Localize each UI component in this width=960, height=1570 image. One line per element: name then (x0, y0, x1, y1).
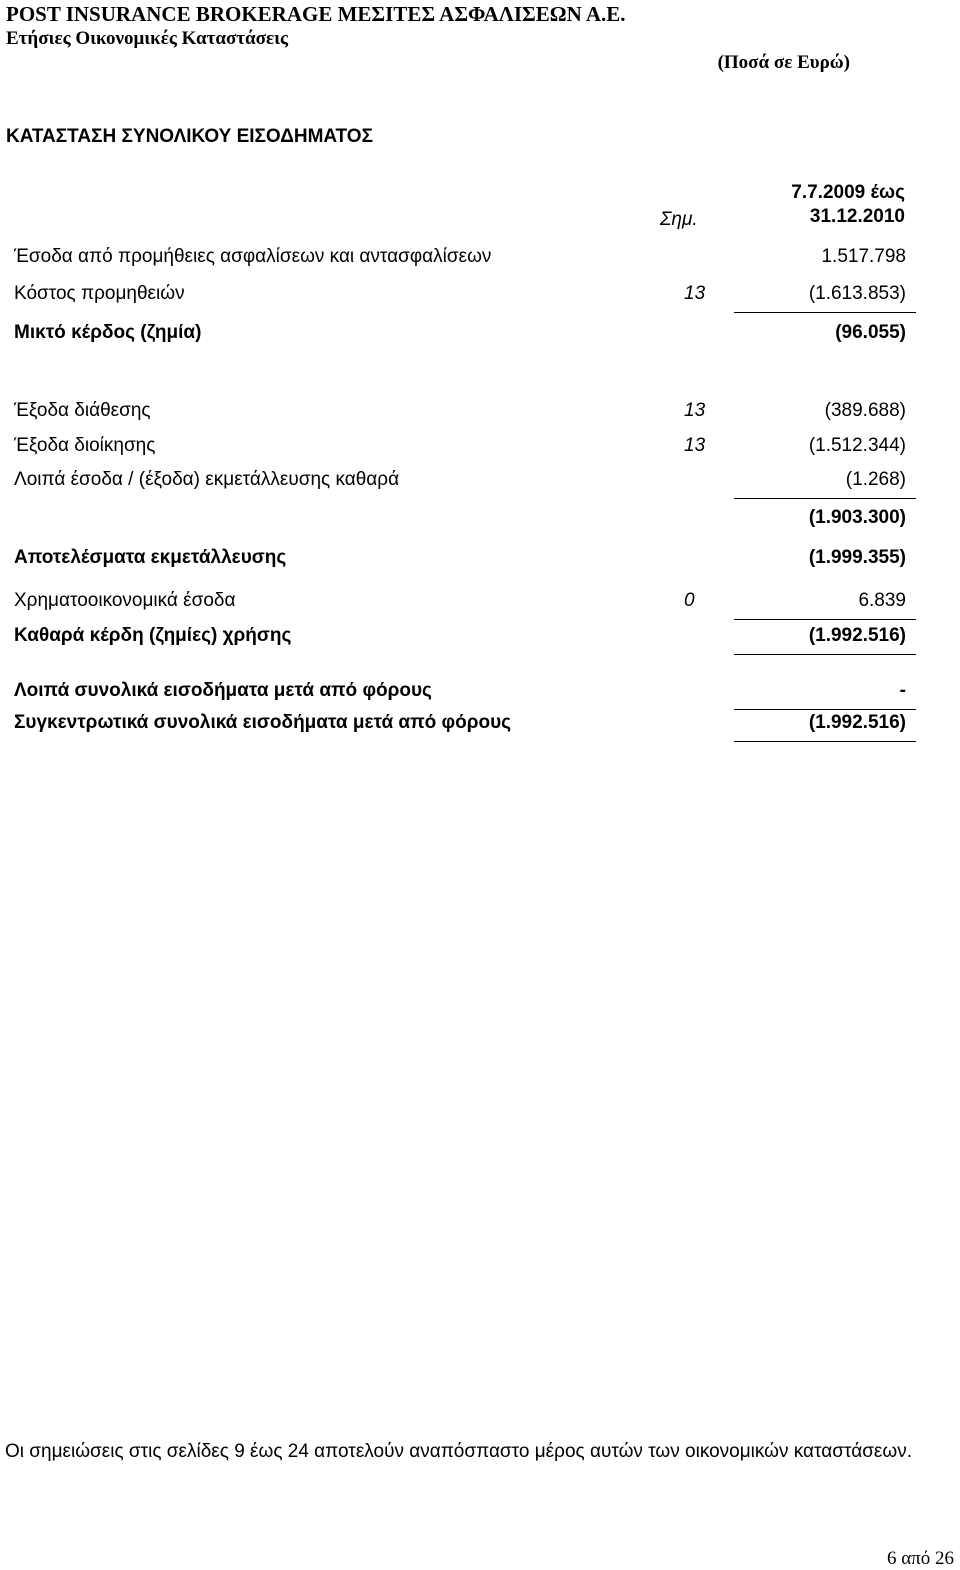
statement-row-gross-profit (14, 322, 916, 348)
row-label: Έξοδα διάθεσης (14, 400, 151, 421)
row-label: Κόστος προμηθειών (14, 283, 185, 304)
statement-row-other-comprehensive (14, 680, 916, 706)
row-label: Λοιπά έσοδα / (έξοδα) εκμετάλλευσης καθαρά (14, 469, 400, 490)
subtotal-rule (734, 709, 916, 710)
row-amount: (1.613.853) (808, 283, 906, 304)
subtotal-rule (734, 312, 916, 313)
subtotal-rule (734, 498, 916, 499)
row-amount: (1.992.516) (808, 712, 906, 733)
footnote: Οι σημειώσεις στις σελίδες 9 έως 24 αποτελούν αναπόσπαστο μέρος αυτών των οικονομικών καταστάσεων. (5, 1441, 913, 1462)
note-column-header: Σημ. (660, 209, 698, 230)
row-amount: (1.903.300) (808, 507, 906, 528)
statement-row-distribution-expenses (14, 400, 916, 426)
total-rule (734, 654, 916, 655)
page-number: 6 από 26 (886, 1548, 954, 1569)
statement-row-commission-cost (14, 283, 916, 309)
statement-row-admin-expenses (14, 435, 916, 461)
statement-row-total-comprehensive (14, 712, 916, 738)
statement-row-other-operating (14, 469, 916, 495)
statement-row-commission-income (14, 246, 916, 272)
row-amount: (1.992.516) (808, 625, 906, 646)
row-amount: (1.999.355) (808, 547, 906, 568)
company-name: POST INSURANCE BROKERAGE ΜΕΣΙΤΕΣ ΑΣΦΑΛΙΣΕΩΝ Α.Ε. (6, 2, 626, 26)
currency-note: (Ποσά σε Ευρώ) (717, 52, 850, 73)
document-subtitle: Ετήσιες Οικονομικές Καταστάσεις (6, 28, 289, 49)
statement-row-net-result (14, 625, 916, 651)
statement-row-operating-result (14, 547, 916, 573)
period-header-line2: 31.12.2010 (809, 206, 905, 227)
row-amount: (96.055) (835, 322, 906, 343)
row-amount: 6.839 (858, 590, 906, 611)
row-label: Μικτό κέρδος (ζημία) (14, 322, 202, 343)
row-amount: (1.512.344) (808, 435, 906, 456)
total-rule (734, 741, 916, 742)
statement-row-finance-income (14, 590, 916, 616)
period-header-line1: 7.7.2009 έως (791, 182, 905, 203)
row-label: Καθαρά κέρδη (ζημίες) χρήσης (14, 625, 292, 646)
subtotal-rule (734, 619, 916, 620)
row-amount: 1.517.798 (821, 246, 906, 267)
row-label: Έξοδα διοίκησης (14, 435, 156, 456)
row-note: 0 (684, 590, 695, 611)
row-note: 13 (684, 400, 706, 421)
row-amount: - (899, 680, 906, 701)
statement-title: ΚΑΤΑΣΤΑΣΗ ΣΥΝΟΛΙΚΟΥ ΕΙΣΟΔΗΜΑΤΟΣ (6, 126, 373, 147)
row-label: Χρηματοοικονομικά έσοδα (14, 590, 236, 611)
row-label: Συγκεντρωτικά συνολικά εισοδήματα μετά από φόρους (14, 712, 512, 733)
row-note: 13 (684, 435, 706, 456)
row-amount: (389.688) (824, 400, 906, 421)
statement-row-expenses-subtotal (14, 507, 916, 533)
row-label: Έσοδα από προμήθειες ασφαλίσεων και αντασφαλίσεων (14, 246, 492, 267)
row-label: Λοιπά συνολικά εισοδήματα μετά από φόρους (14, 680, 432, 701)
row-label: Αποτελέσματα εκμετάλλευσης (14, 547, 287, 568)
row-amount: (1.268) (845, 469, 906, 490)
row-note: 13 (684, 283, 706, 304)
